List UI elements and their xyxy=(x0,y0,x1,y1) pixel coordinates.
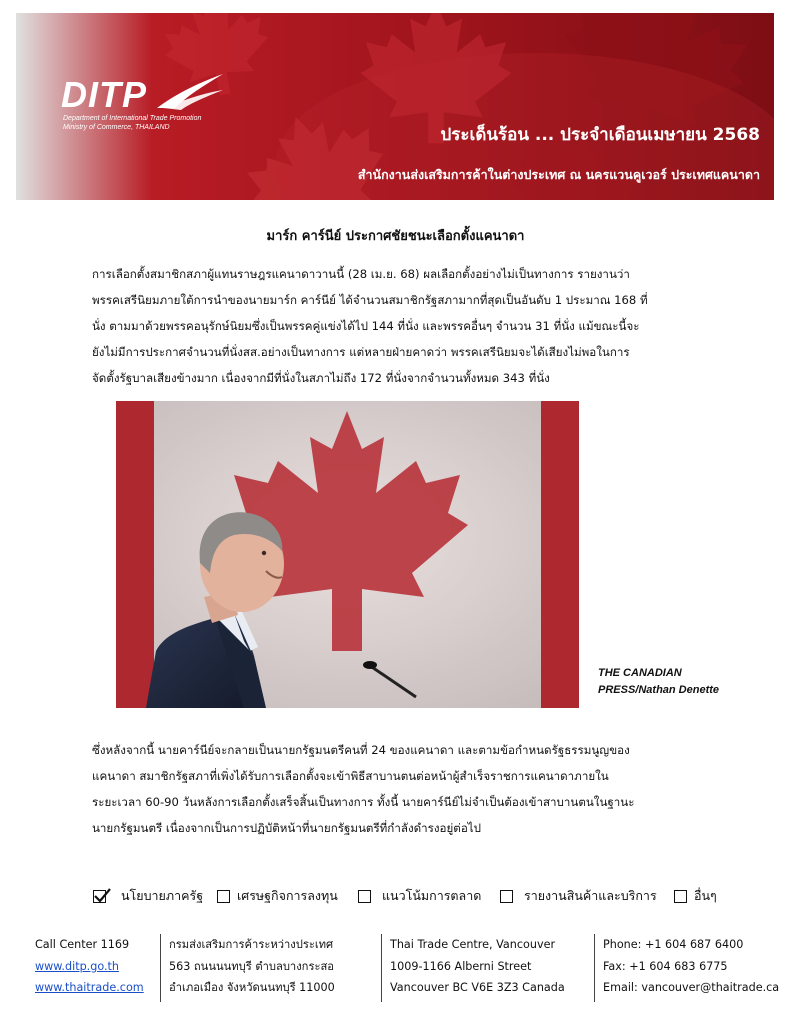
checkbox-icon[interactable] xyxy=(217,890,230,903)
call-center: Call Center 1169 xyxy=(35,938,130,951)
header-banner xyxy=(16,13,774,200)
paragraph-line: ยังไม่มีการประกาศจำนวนที่นั่งสส.อย่างเป็นทางการ แต่หลายฝ่ายคาดว่า พรรคเสรีนิยมจะได้เสียงไม่พอในการ xyxy=(92,345,630,359)
paragraph-line: นายกรัฐมนตรี เนื่องจากเป็นการปฏิบัติหน้าที่นายกรัฐมนตรีที่กำลังดำรงอยู่ต่อไป xyxy=(92,821,481,835)
address-line: 1009-1166 Alberni Street xyxy=(390,959,532,973)
article-photo xyxy=(116,401,579,708)
category-label: รายงานสินค้าและบริการ xyxy=(524,888,657,903)
banner-title: ประเด็นร้อน ... ประจำเดือนเมษายน 2568 xyxy=(440,125,760,145)
logo-subtitle-2: Ministry of Commerce, THAILAND xyxy=(63,124,170,131)
article-paragraph-1 xyxy=(92,261,702,391)
category-label: เศรษฐกิจการลงทุน xyxy=(237,888,338,903)
category-other[interactable] xyxy=(674,886,717,906)
fax: Fax: +1 604 683 6775 xyxy=(603,959,728,973)
footer-ditp-address xyxy=(160,934,335,1002)
checkbox-checked-icon[interactable] xyxy=(93,890,106,903)
paragraph-line: จัดตั้งรัฐบาลเสียงข้างมาก เนื่องจากมีที่นั่งในสภาไม่ถึง 172 ที่นั่งจากจำนวนทั้งหมด 343 ที่นั่ง xyxy=(92,371,550,385)
category-economy[interactable] xyxy=(217,886,338,906)
footer-contact xyxy=(35,934,144,1002)
paragraph-line: นั่ง ตามมาด้วยพรรคอนุรักษ์นิยมซึ่งเป็นพรรคคู่แข่งได้ไป 144 ที่นั่ง และพรรคอื่นๆ จำนวน 31 ที่นั่ง แม้ขณะนี้จะ xyxy=(92,319,640,333)
category-policy[interactable] xyxy=(93,886,203,906)
ditp-logo xyxy=(61,68,241,148)
checkbox-icon[interactable] xyxy=(500,890,513,903)
article-headline: มาร์ก คาร์นีย์ ประกาศชัยชนะเลือกตั้งแคนาดา xyxy=(266,229,525,244)
logo-subtitle-1: Department of International Trade Promotion xyxy=(63,115,202,122)
address-line: Thai Trade Centre, Vancouver xyxy=(390,938,556,951)
category-label: อื่นๆ xyxy=(694,888,717,903)
article-paragraph-2 xyxy=(92,737,702,841)
category-market-trend[interactable] xyxy=(358,886,481,906)
ditp-link[interactable]: www.ditp.go.th xyxy=(35,959,120,973)
caption-line-2: PRESS/Nathan Denette xyxy=(598,684,720,696)
paragraph-line: ระยะเวลา 60-90 วันหลังการเลือกตั้งเสร็จสิ้นเป็นทางการ ทั้งนี้ นายคาร์นีย์ไม่จำเป็นต้องเข้าสาบานตนในฐานะ xyxy=(92,795,635,809)
category-checkboxes xyxy=(93,886,743,910)
paragraph-line: พรรคเสรีนิยมภายใต้การนำของนายมาร์ก คาร์นีย์ ได้จำนวนสมาชิกรัฐสภามากที่สุดเป็นอันดับ 1 ประมาณ 168 ที่ xyxy=(92,293,648,307)
category-label: แนวโน้มการตลาด xyxy=(382,888,482,903)
footer xyxy=(0,934,791,1004)
address-line: กรมส่งเสริมการค้าระหว่างประเทศ xyxy=(169,938,334,951)
address-line: 563 ถนนนนทบุรี ตำบลบางกระสอ xyxy=(169,959,335,973)
paragraph-line: แคนาดา สมาชิกรัฐสภาที่เพิ่งได้รับการเลือกตั้งจะเข้าพิธีสาบานตนต่อหน้าผู้สำเร็จราชการแคนาดาภายใน xyxy=(92,769,609,783)
checkbox-icon[interactable] xyxy=(358,890,371,903)
photo-caption xyxy=(598,665,719,699)
category-products-services[interactable] xyxy=(500,886,657,906)
checkbox-icon[interactable] xyxy=(674,890,687,903)
caption-line-1: THE CANADIAN xyxy=(598,667,682,679)
email: Email: vancouver@thaitrade.ca xyxy=(603,981,780,994)
footer-phone-fax-email xyxy=(594,934,779,1002)
address-line: อำเภอเมือง จังหวัดนนทบุรี 11000 xyxy=(169,981,335,994)
thaitrade-link[interactable]: www.thaitrade.com xyxy=(35,981,144,994)
logo-text: DITP xyxy=(61,74,148,115)
paragraph-line: ซึ่งหลังจากนี้ นายคาร์นีย์จะกลายเป็นนายกรัฐมนตรีคนที่ 24 ของแคนาดา และตามข้อกำหนดรัฐธรรมนูญของ xyxy=(92,743,630,757)
category-label: นโยบายภาครัฐ xyxy=(121,888,204,903)
paragraph-line: การเลือกตั้งสมาชิกสภาผู้แทนราษฎรแคนาดาวานนี้ (28 เม.ย. 68) ผลเลือกตั้งอย่างไม่เป็นทางการ รายงานว่า xyxy=(92,267,630,281)
phone: Phone: +1 604 687 6400 xyxy=(603,938,744,951)
address-line: Vancouver BC V6E 3Z3 Canada xyxy=(390,981,565,994)
footer-vancouver-address xyxy=(381,934,565,1002)
logo-swoosh-icon xyxy=(153,72,225,112)
banner-subtitle: สำนักงานส่งเสริมการค้าในต่างประเทศ ณ นครแวนคูเวอร์ ประเทศแคนาดา xyxy=(357,167,760,182)
